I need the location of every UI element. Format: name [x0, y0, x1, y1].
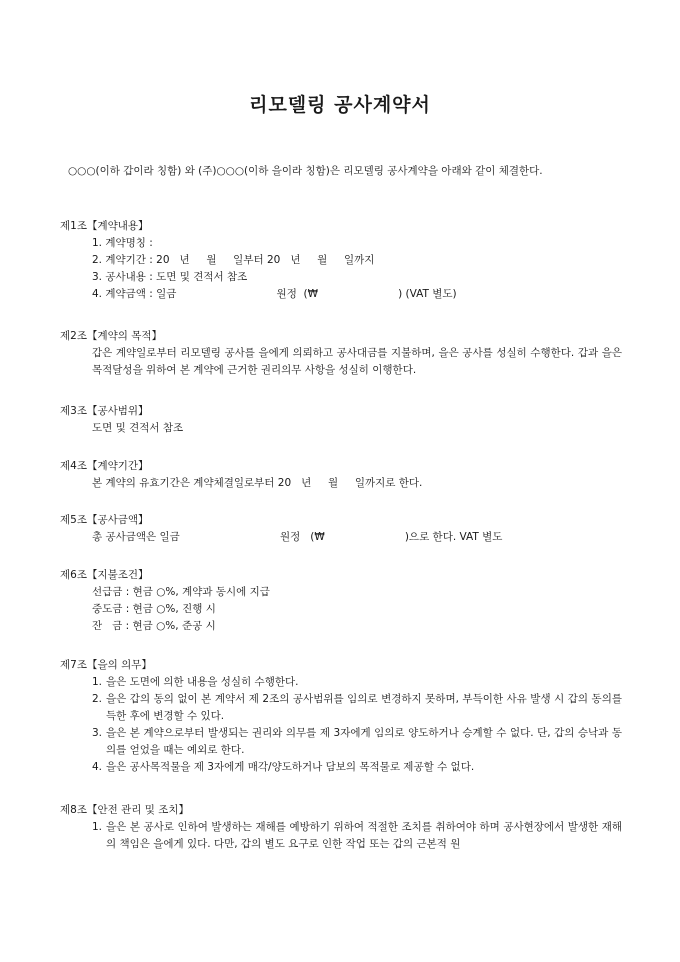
article-2-text: 갑은 계약일로부터 리모델링 공사를 을에게 의뢰하고 공사대금를 지불하며, 을은 공사를 성실히 수행한다. 갑과 을은 목적달성을 위하여 본 계약에 근거한 권리의무 사항을 성실히 이행한다. [92, 347, 622, 376]
article-1 [60, 218, 630, 303]
item-text: 을은 갑의 동의 없이 본 계약서 제 2조의 공사범위를 임의로 변경하지 못하며, 부득이한 사유 발생 시 갑의 동의를 득한 후에 변경할 수 있다. [106, 693, 622, 722]
article-3 [60, 403, 630, 437]
article-2-heading: 제2조【계약의 목적】 [60, 330, 163, 342]
contract-name-line: 1. 계약명칭 : [92, 237, 153, 249]
document-title: 리모델링 공사계약서 [249, 94, 431, 116]
article-5-heading: 제5조【공사금액】 [60, 514, 149, 526]
item-text: 을은 공사목적물을 제 3자에게 매각/양도하거나 담보의 목적물로 제공할 수 없다. [106, 761, 475, 773]
article-6 [60, 567, 630, 635]
article-3-text: 도면 및 견적서 참조 [92, 422, 184, 434]
list-item [92, 674, 622, 691]
interim-payment-line: 중도금 : 현금 ○%, 진행 시 [92, 603, 216, 615]
article-7-heading: 제7조【을의 의무】 [60, 659, 152, 671]
article-5-text: 총 공사금액은 일금 원정 (₩ )으로 한다. VAT 별도 [92, 531, 503, 543]
article-7 [60, 657, 630, 776]
item-number: 4. [92, 761, 103, 773]
article-5 [60, 512, 630, 546]
contract-amount-line: 4. 계약금액 : 일금 원정 (₩ ) (VAT 별도) [92, 288, 457, 300]
list-item [92, 725, 622, 759]
article-4 [60, 458, 630, 492]
item-number: 1. [92, 676, 103, 688]
article-8-heading: 제8조【안전 관리 및 조치】 [60, 804, 189, 816]
intro-paragraph [60, 163, 622, 180]
list-item [92, 819, 622, 853]
list-item [92, 691, 622, 725]
article-8 [60, 802, 630, 853]
article-3-heading: 제3조【공사범위】 [60, 405, 149, 417]
intro-text: ○○○(이하 갑이라 칭함) 와 (주)○○○(이하 을이라 칭함)은 리모델링 공사계약을 아래와 같이 체결한다. [68, 165, 543, 177]
down-payment-line: 선급금 : 현금 ○%, 계약과 동시에 지급 [92, 586, 270, 598]
item-text: 을은 본 계약으로부터 발생되는 권리와 의무를 제 3자에게 임의로 양도하거나 승계할 수 없다. 단, 갑의 승낙과 동의를 얻었을 때는 예외로 한다. [106, 727, 622, 756]
list-item [92, 759, 622, 776]
article-4-heading: 제4조【계약기간】 [60, 460, 149, 472]
balance-payment-line: 잔 금 : 현금 ○%, 준공 시 [92, 620, 216, 632]
article-2 [60, 328, 630, 379]
item-number: 2. [92, 693, 103, 705]
article-6-heading: 제6조【지불조건】 [60, 569, 149, 581]
item-text: 을은 도면에 의한 내용을 성실히 수행한다. [106, 676, 299, 688]
article-1-heading: 제1조【계약내용】 [60, 220, 149, 232]
item-text: 을은 본 공사로 인하여 발생하는 재해를 예방하기 위하여 적절한 조치를 취하여야 하며 공사현장에서 발생한 재해의 책임은 을에게 있다. 다만, 갑의 별도 요구로 인한 작업 또는 갑의 근본적 원 [106, 821, 622, 850]
item-number: 3. [92, 727, 103, 739]
contract-period-line: 2. 계약기간 : 20 년 월 일부터 20 년 월 일까지 [92, 254, 375, 266]
article-4-text: 본 계약의 유효기간은 계약체결일로부터 20 년 월 일까지로 한다. [92, 477, 423, 489]
item-number: 1. [92, 821, 103, 833]
work-content-line: 3. 공사내용 : 도면 및 견적서 참조 [92, 271, 248, 283]
